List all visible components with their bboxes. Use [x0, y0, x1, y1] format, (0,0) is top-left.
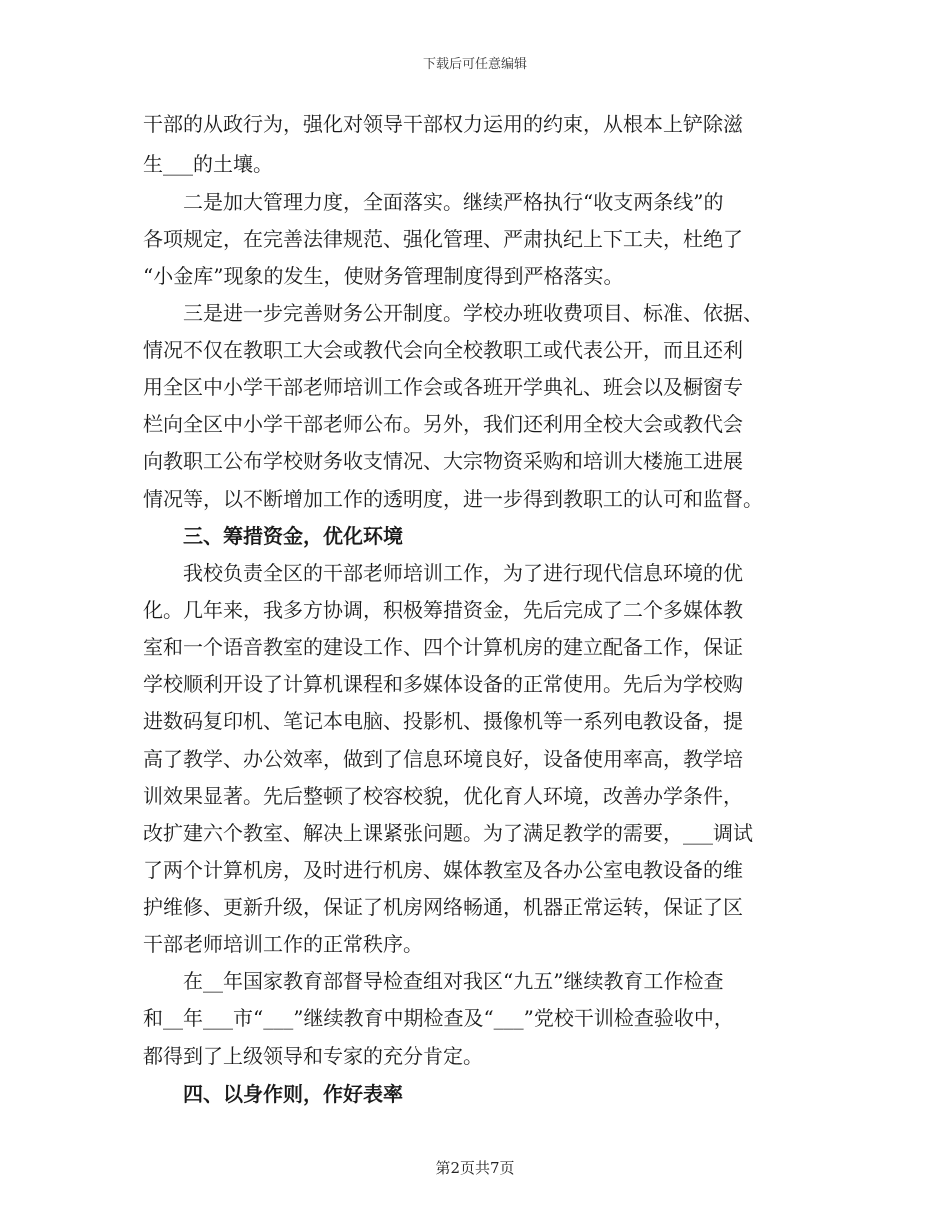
- page-header: 下载后可任意编辑: [422, 57, 527, 72]
- text-line: 干部老师培训工作的正常秩序。: [143, 932, 423, 956]
- text-line: 在__年国家教育部督导检查组对我区“九五”继续教育工作检查: [143, 969, 724, 993]
- text-line: 和__年___市“___”继续教育中期检查及“___”党校干训检查验收中，: [143, 1006, 734, 1030]
- text-line: 情况等，以不断增加工作的透明度，进一步得到教职工的认可和监督。: [143, 487, 763, 511]
- text-line: “小金库”现象的发生，使财务管理制度得到严格落实。: [143, 264, 624, 288]
- text-line: 三是进一步完善财务公开制度。学校办班收费项目、标准、依据、: [143, 301, 763, 325]
- text-line: 向教职工公布学校财务收支情况、大宗物资采购和培训大楼施工进展: [143, 449, 743, 473]
- text-line: 了两个计算机房，及时进行机房、媒体教室及各办公室电教设备的维: [143, 858, 743, 882]
- text-line: 用全区中小学干部老师培训工作会或各班开学典礼、班会以及橱窗专: [143, 375, 743, 399]
- page-footer: 第2页共7页: [435, 1159, 515, 1177]
- text-line: 高了教学、办公效率，做到了信息环境良好，设备使用率高，教学培: [143, 747, 743, 771]
- section-heading: 四、以身作则，作好表率: [143, 1082, 403, 1106]
- text-line: 干部的从政行为，强化对领导干部权力运用的约束，从根本上铲除滋: [143, 112, 743, 136]
- text-line: 室和一个语音教室的建设工作、四个计算机房的建立配备工作，保证: [143, 635, 743, 659]
- text-line: 训效果显著。先后整顿了校容校貌，优化育人环境，改善办学条件，: [143, 784, 743, 808]
- text-line: 护维修、更新升级，保证了机房网络畅通，机器正常运转，保证了区: [143, 895, 743, 919]
- text-line: 改扩建六个教室、解决上课紧张问题。为了满足教学的需要，___调试: [143, 821, 753, 845]
- text-line: 各项规定，在完善法律规范、强化管理、严肃执纪上下工夫，杜绝了: [143, 227, 743, 251]
- text-line: 我校负责全区的干部老师培训工作，为了进行现代信息环境的优: [143, 561, 743, 585]
- text-line: 都得到了上级领导和专家的充分肯定。: [143, 1044, 483, 1068]
- text-line: 二是加大管理力度，全面落实。继续严格执行“收支两条线”的: [143, 190, 724, 214]
- text-line: 生___的土壤。: [143, 152, 273, 176]
- section-heading: 三、筹措资金，优化环境: [143, 524, 403, 548]
- text-line: 情况不仅在教职工大会或教代会向全校教职工或代表公开，而且还利: [143, 338, 743, 362]
- text-line: 学校顺利开设了计算机课程和多媒体设备的正常使用。先后为学校购: [143, 672, 743, 696]
- text-line: 栏向全区中小学干部老师公布。另外，我们还利用全校大会或教代会: [143, 412, 743, 436]
- text-line: 化。几年来，我多方协调，积极筹措资金，先后完成了二个多媒体教: [143, 598, 743, 622]
- text-line: 进数码复印机、笔记本电脑、投影机、摄像机等一系列电教设备，提: [143, 709, 743, 733]
